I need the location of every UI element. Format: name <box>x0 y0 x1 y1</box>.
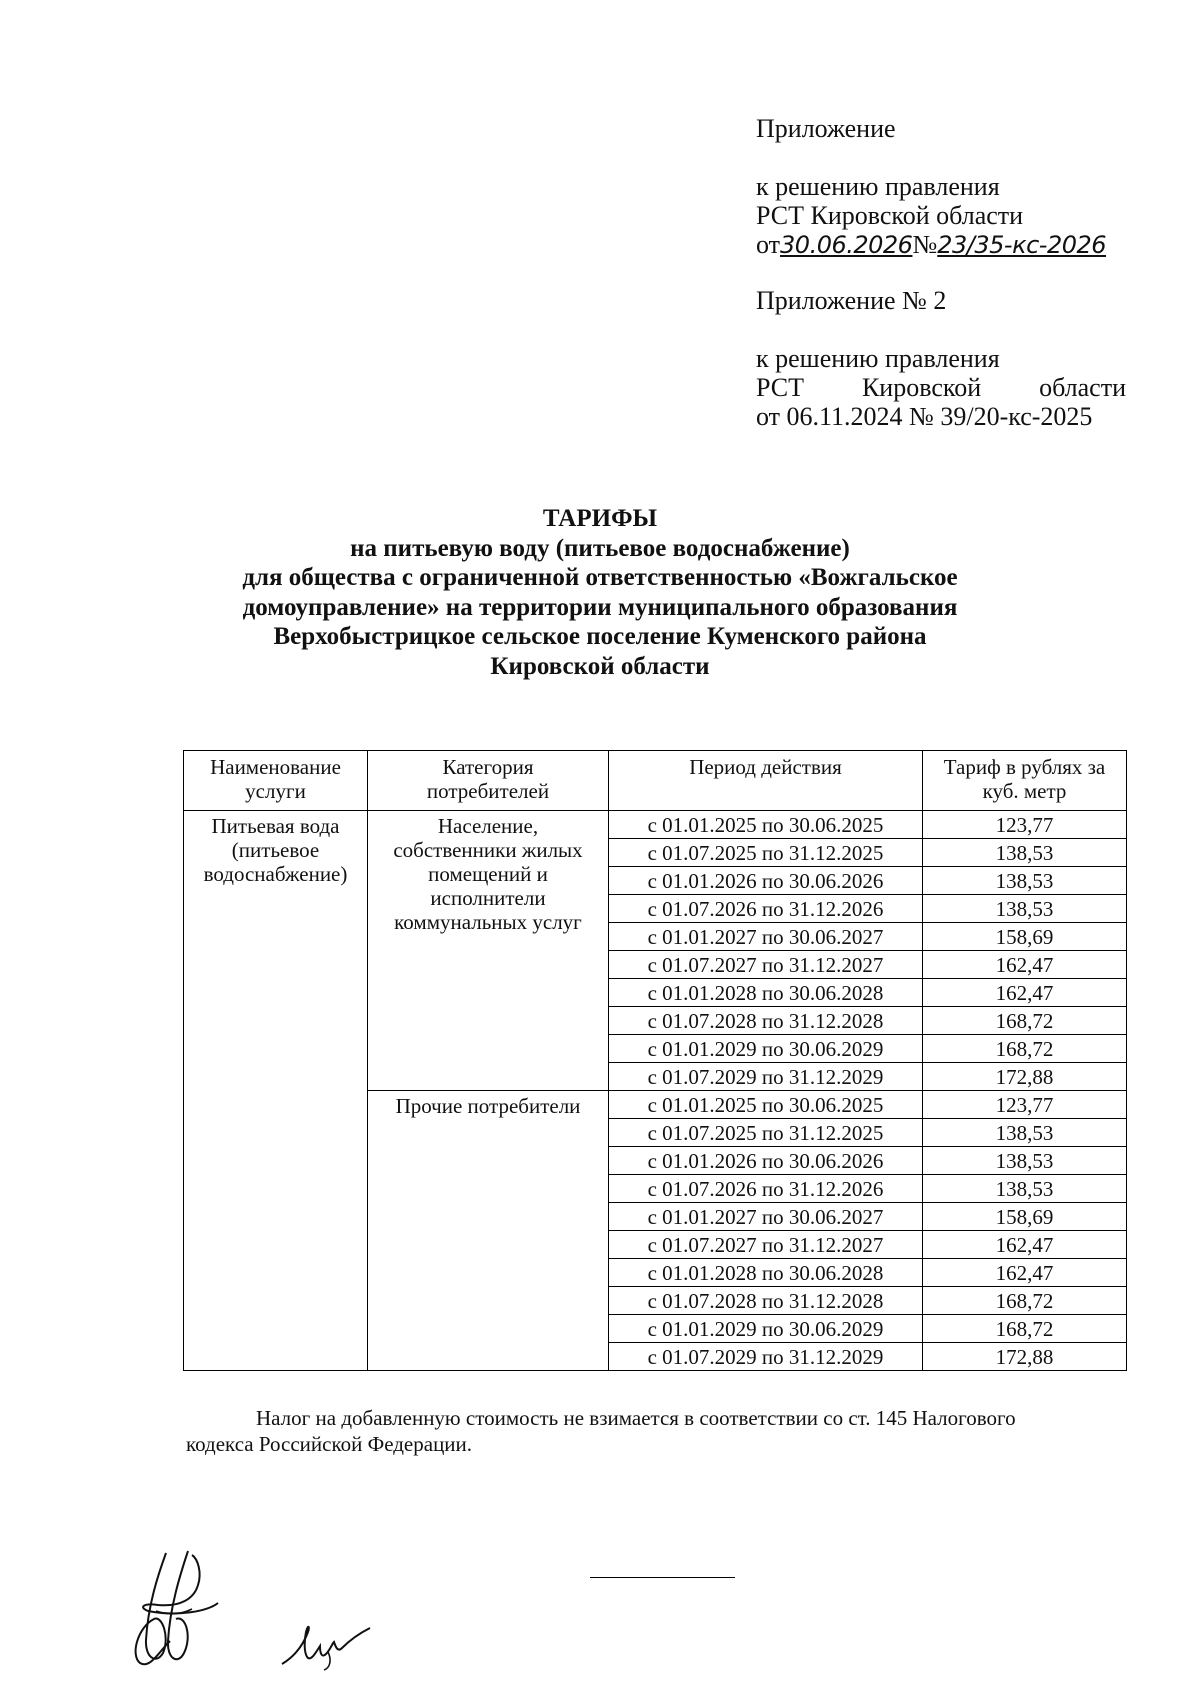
tariff-cell: 138,53 <box>923 839 1127 867</box>
tariff-cell: 162,47 <box>923 1259 1127 1287</box>
title-line-2: на питьевую воду (питьевое водоснабжение) <box>350 534 850 562</box>
tariff-cell: 123,77 <box>923 811 1127 839</box>
tariff-cell: 168,72 <box>923 1287 1127 1315</box>
decision-from-prefix: от <box>756 230 781 259</box>
period-cell: с 01.07.2028 по 31.12.2028 <box>609 1287 923 1315</box>
period-cell: с 01.07.2025 по 31.12.2025 <box>609 839 923 867</box>
header-tariff: Тариф в рублях за куб. метр <box>923 751 1127 811</box>
vat-note <box>186 1405 1016 1457</box>
period-cell: с 01.01.2026 по 30.06.2026 <box>609 1147 923 1175</box>
period-cell: с 01.01.2029 по 30.06.2029 <box>609 1035 923 1063</box>
decision-line-2: РСТ Кировской области <box>756 201 1024 230</box>
period-cell: с 01.07.2029 по 31.12.2029 <box>609 1343 923 1371</box>
decision-number: 23/35-кс-2026 <box>937 231 1107 259</box>
tariff-cell: 172,88 <box>923 1343 1127 1371</box>
decision-reference <box>756 172 1106 260</box>
appendix-label: Приложение <box>756 114 896 143</box>
handwritten-signature-1 <box>118 1545 228 1675</box>
tariff-table <box>183 750 1127 1371</box>
title-line-4: домоуправление» на территории муниципального образования <box>242 593 958 621</box>
header-category: Категория потребителей <box>368 751 609 811</box>
period-cell: с 01.07.2025 по 31.12.2025 <box>609 1119 923 1147</box>
period-cell: с 01.01.2025 по 30.06.2025 <box>609 811 923 839</box>
period-cell: с 01.01.2027 по 30.06.2027 <box>609 1203 923 1231</box>
service-name-cell: Питьевая вода (питьевое водоснабжение) <box>184 811 368 1371</box>
decision-2-reference <box>756 344 1126 431</box>
decision-date: 30.06.2026 <box>780 231 913 259</box>
period-cell: с 01.01.2029 по 30.06.2029 <box>609 1315 923 1343</box>
tariff-cell: 138,53 <box>923 867 1127 895</box>
period-cell: с 01.07.2026 по 31.12.2026 <box>609 1175 923 1203</box>
period-cell: с 01.07.2027 по 31.12.2027 <box>609 1231 923 1259</box>
handwritten-signature-2 <box>278 1612 398 1672</box>
period-cell: с 01.07.2026 по 31.12.2026 <box>609 895 923 923</box>
appendix-2-label: Приложение № 2 <box>756 286 947 315</box>
tariff-cell: 168,72 <box>923 1315 1127 1343</box>
tariff-cell: 162,47 <box>923 979 1127 1007</box>
appendix-heading <box>756 114 896 143</box>
decision-line-3 <box>756 230 1106 260</box>
tariff-cell: 138,53 <box>923 1147 1127 1175</box>
decision-2-line-1: к решению правления <box>756 344 1000 373</box>
period-cell: с 01.01.2026 по 30.06.2026 <box>609 867 923 895</box>
tariff-cell: 123,77 <box>923 1091 1127 1119</box>
header-period: Период действия <box>609 751 923 811</box>
period-cell: с 01.01.2025 по 30.06.2025 <box>609 1091 923 1119</box>
tariff-cell: 158,69 <box>923 1203 1127 1231</box>
tariff-cell: 138,53 <box>923 1175 1127 1203</box>
tariff-cell: 168,72 <box>923 1007 1127 1035</box>
decision-2-line-2: РСТ Кировской области <box>756 373 1126 402</box>
period-cell: с 01.07.2029 по 31.12.2029 <box>609 1063 923 1091</box>
tariff-cell: 138,53 <box>923 895 1127 923</box>
category-others-cell: Прочие потребители <box>368 1091 609 1371</box>
period-cell: с 01.07.2027 по 31.12.2027 <box>609 951 923 979</box>
period-cell: с 01.01.2027 по 30.06.2027 <box>609 923 923 951</box>
period-cell: с 01.07.2028 по 31.12.2028 <box>609 1007 923 1035</box>
tariff-cell: 168,72 <box>923 1035 1127 1063</box>
category-population-cell: Население, собственники жилых помещений и исполнители коммунальных услуг <box>368 811 609 1091</box>
period-cell: с 01.01.2028 по 30.06.2028 <box>609 1259 923 1287</box>
table-header-row <box>184 751 1127 811</box>
divider-line <box>590 1577 735 1578</box>
document-title <box>0 504 1200 681</box>
title-line-1: ТАРИФЫ <box>542 505 658 532</box>
vat-note-text: Налог на добавленную стоимость не взимается в соответствии со ст. 145 Налогового кодекса Российской Федерации. <box>186 1406 1016 1456</box>
decision-line-1: к решению правления <box>756 172 1000 201</box>
tariff-cell: 162,47 <box>923 1231 1127 1259</box>
tariff-cell: 162,47 <box>923 951 1127 979</box>
appendix-2-heading <box>756 286 946 315</box>
tariff-cell: 172,88 <box>923 1063 1127 1091</box>
tariff-cell: 158,69 <box>923 923 1127 951</box>
decision-no-prefix: № <box>912 230 938 259</box>
decision-2-line-3: от 06.11.2024 № 39/20-кс-2025 <box>756 402 1093 431</box>
title-line-3: для общества с ограниченной ответственностью «Вожгальское <box>242 564 958 591</box>
table-row <box>184 811 1127 839</box>
tariff-cell: 138,53 <box>923 1119 1127 1147</box>
title-line-5: Верхобыстрицкое сельское поселение Куменского района <box>273 623 927 650</box>
period-cell: с 01.01.2028 по 30.06.2028 <box>609 979 923 1007</box>
header-service: Наименование услуги <box>184 751 368 811</box>
title-line-6: Кировской области <box>490 652 710 680</box>
